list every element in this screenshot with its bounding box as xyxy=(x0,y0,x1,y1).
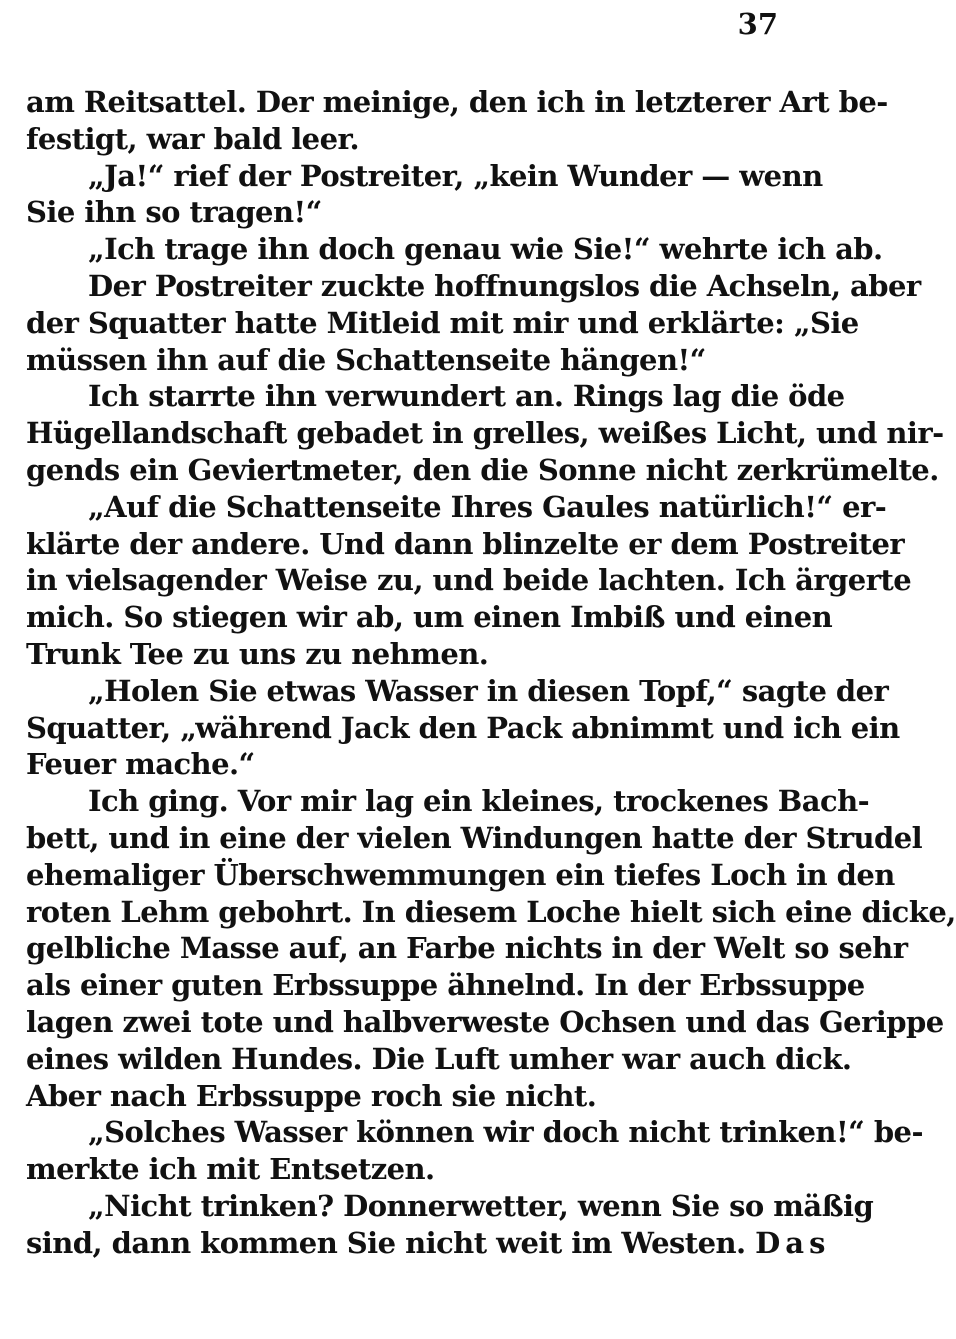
text-line xyxy=(26,1041,852,1078)
text-line xyxy=(26,378,845,415)
text-line-content: merkte ich mit Entsetzen. xyxy=(26,1152,435,1187)
text-line-content: Hügellandschaft gebadet in grelles, weißes Licht, und nir- xyxy=(26,416,944,451)
text-line-content: müssen ihn auf die Schattenseite hängen!“ xyxy=(26,342,706,377)
text-line-content: gelbliche Masse auf, an Farbe nichts in der Welt so sehr xyxy=(26,931,908,966)
text-line xyxy=(26,820,923,857)
text-line xyxy=(26,158,823,195)
text-line-content: Ich starrte ihn verwundert an. Rings lag die öde xyxy=(88,379,845,414)
text-line xyxy=(26,636,780,673)
text-line-content: mich. So stiegen wir ab, um einen Imbiß und einen xyxy=(26,600,833,635)
text-line-content: „Ich trage ihn doch genau wie Sie!“ wehrte ich ab. xyxy=(88,232,883,267)
text-line xyxy=(26,894,956,931)
text-line xyxy=(26,84,888,121)
text-line xyxy=(26,562,912,599)
text-line-content: festigt, war bald leer. xyxy=(26,121,360,156)
text-line-content: ehemaliger Überschwemmungen ein tiefes Loch in den xyxy=(26,857,895,892)
text-line-content: als einer guten Erbssuppe ähnelnd. In der Erbssuppe xyxy=(26,968,865,1003)
text-line-content: „Ja!“ rief der Postreiter, „kein Wunder — wenn xyxy=(88,158,823,193)
text-line-content: Squatter, „während Jack den Pack abnimmt und ich ein xyxy=(26,710,900,745)
text-line-content: Trunk Tee zu uns zu nehmen. xyxy=(26,636,489,671)
spaced-word: Das xyxy=(755,1225,831,1260)
text-line xyxy=(26,967,865,1004)
text-line xyxy=(26,599,833,636)
text-line-content: bett, und in eine der vielen Windungen hatte der Strudel xyxy=(26,820,923,855)
text-line xyxy=(26,489,887,526)
text-line xyxy=(26,342,780,379)
text-line-content: Feuer mache.“ xyxy=(26,747,255,782)
text-line xyxy=(26,415,944,452)
text-line-content: „Auf die Schattenseite Ihres Gaules natürlich!“ er- xyxy=(88,489,887,524)
text-line-content: am Reitsattel. Der meinige, den ich in letzterer Art be- xyxy=(26,85,888,119)
text-line-content: lagen zwei tote und halbverweste Ochsen und das Gerippe xyxy=(26,1004,944,1039)
text-line-content: in vielsagender Weise zu, und beide lachten. Ich ärgerte xyxy=(26,563,912,598)
text-line xyxy=(26,783,870,820)
text-line xyxy=(26,231,883,268)
text-line xyxy=(26,305,859,342)
body-text xyxy=(26,84,956,1262)
text-line xyxy=(26,1114,923,1151)
text-line xyxy=(26,1078,780,1115)
text-line xyxy=(26,452,939,489)
text-line xyxy=(26,930,908,967)
text-line xyxy=(26,746,780,783)
text-line-content: Aber nach Erbssuppe roch sie nicht. xyxy=(26,1078,597,1113)
text-line xyxy=(26,857,895,894)
text-line-content: „Holen Sie etwas Wasser in diesen Topf,“ sagte der xyxy=(88,673,889,708)
text-line-content: „Solches Wasser können wir doch nicht trinken!“ be- xyxy=(88,1115,923,1150)
text-line-content: Ich ging. Vor mir lag ein kleines, trockenes Bach- xyxy=(88,784,870,819)
text-line-content: klärte der andere. Und dann blinzelte er dem Postreiter xyxy=(26,526,905,561)
text-line xyxy=(26,526,905,563)
text-line xyxy=(26,1225,831,1262)
text-line-content: gends ein Geviertmeter, den die Sonne nicht zerkrümelte. xyxy=(26,452,939,487)
text-line-content: „Nicht trinken? Donnerwetter, wenn Sie so mäßig xyxy=(88,1188,874,1223)
text-line-content: Der Postreiter zuckte hoffnungslos die Achseln, aber xyxy=(88,268,921,303)
text-line xyxy=(26,673,889,710)
text-line xyxy=(26,1151,780,1188)
text-line-content: eines wilden Hundes. Die Luft umher war auch dick. xyxy=(26,1041,852,1076)
text-line xyxy=(26,121,780,158)
page-number: 37 xyxy=(737,7,778,41)
text-line xyxy=(26,1188,874,1225)
text-line-content: sind, dann kommen Sie nicht weit im Westen. xyxy=(26,1225,746,1260)
text-line xyxy=(26,194,780,231)
text-line xyxy=(26,710,900,747)
text-line-content: roten Lehm gebohrt. In diesem Loche hielt sich eine dicke, xyxy=(26,894,956,929)
text-line-content: Sie ihn so tragen!“ xyxy=(26,195,322,230)
text-line xyxy=(26,268,921,305)
text-line xyxy=(26,1004,944,1041)
text-line-content: der Squatter hatte Mitleid mit mir und erklärte: „Sie xyxy=(26,305,859,340)
